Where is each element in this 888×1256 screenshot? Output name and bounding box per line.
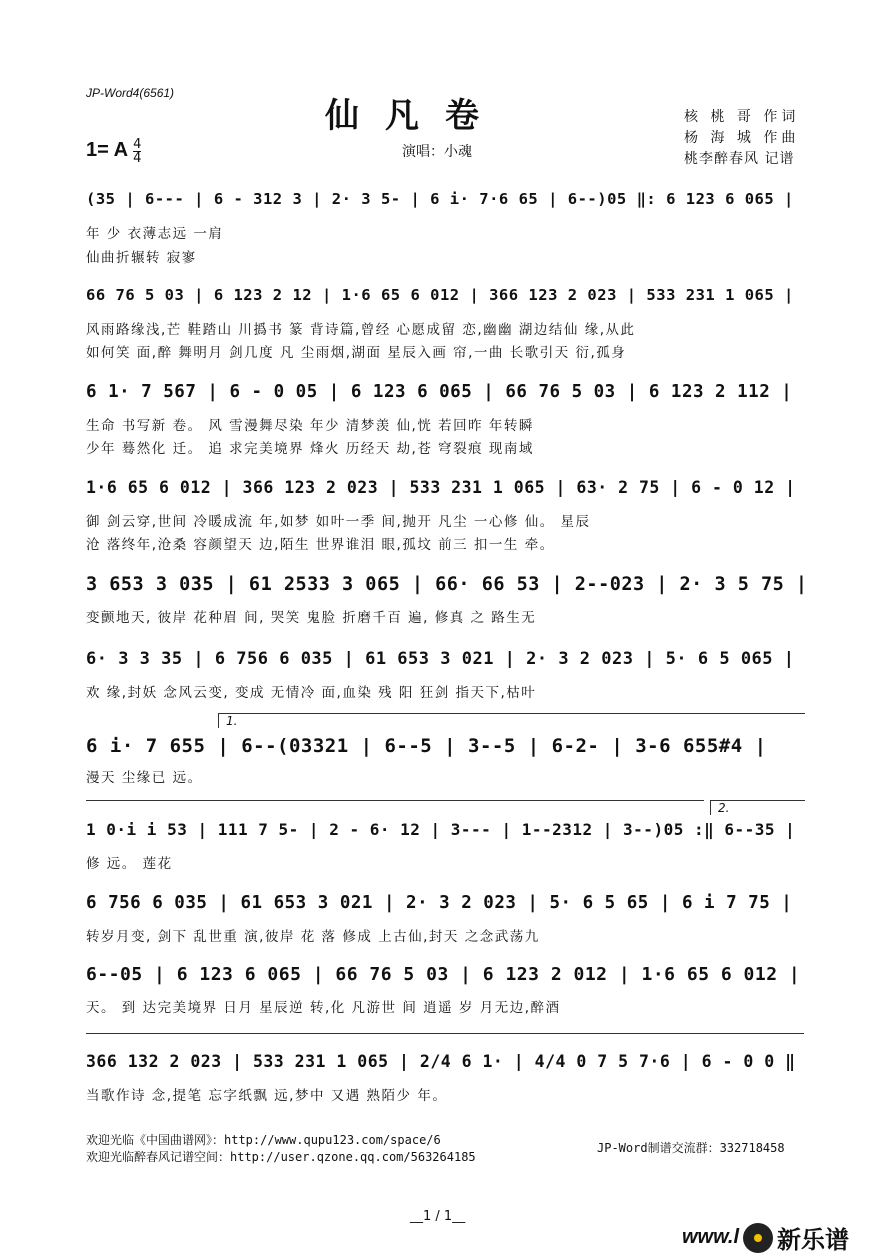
volta-1-continuation [86, 800, 704, 802]
notation-line-11: 366 132 2 023 | 533 231 1 065 | 2/4 6 1· | 4/4 0 7 5 7·6 | 6 - 0 0 ‖ [86, 1052, 796, 1071]
notation-line-5: 3 653 3 035 | 61 2533 3 065 | 66· 66 53 | 2--023 | 2· 3 5 75 | [86, 574, 808, 595]
lyric-line-7a: 漫天 尘缘已 远。 [86, 770, 203, 786]
lyric-line-2a: 风雨路缘浅,芒 鞋踏山 川撝书 篆 背诗篇,曾经 心愿成留 恋,幽幽 湖边结仙 缘,从此 [86, 322, 636, 338]
key-signature [86, 138, 141, 165]
lyric-line-10a: 天。 到 达完美境界 日月 星辰逆 转,化 凡游世 间 逍遥 岁 月无边,醉酒 [86, 1000, 561, 1016]
watermark-brand: 新乐谱 [777, 1226, 850, 1254]
page-number: __1 / 1__ [410, 1209, 466, 1224]
lyric-line-11a: 当歌作诗 念,提笔 忘字纸飘 远,梦中 又遇 熟陌少 年。 [86, 1088, 448, 1104]
notation-line-3: 6 1· 7 567 | 6 - 0 05 | 6 123 6 065 | 66 76 5 03 | 6 123 2 112 | [86, 382, 793, 402]
coda-bracket [86, 1033, 804, 1035]
lyric-line-5a: 变颤地天, 彼岸 花种眉 间, 哭笑 鬼脸 折磨千百 遍, 修真 之 路生无 [86, 610, 537, 626]
notation-line-4: 1·6 65 6 012 | 366 123 2 023 | 533 231 1 065 | 63· 2 75 | 6 - 0 12 | [86, 478, 796, 497]
time-numerator: 4 [133, 137, 142, 152]
volta-1-bracket [218, 713, 805, 728]
singer-credit: 演唱：小魂 [402, 144, 472, 160]
watermark-url: www.l [682, 1226, 740, 1248]
footer-link-2[interactable]: 欢迎光临醉春风记谱空间：http://user.qzone.qq.com/563264185 [86, 1150, 476, 1164]
notation-line-9: 6 756 6 035 | 61 653 3 021 | 2· 3 2 023 | 5· 6 5 65 | 6 i 7 75 | [86, 893, 793, 913]
composer-credit: 杨 海 城 作曲 [684, 130, 800, 146]
record-disc-icon [743, 1223, 773, 1253]
transcriber-credit: 桃李醉春风 记谱 [684, 151, 795, 167]
lyric-line-6a: 欢 缘,封妖 念风云变, 变成 无情冷 面,血染 残 阳 狂剑 指天下,枯叶 [86, 685, 537, 701]
footer-link-1[interactable]: 欢迎光临《中国曲谱网》：http://www.qupu123.com/space/6 [86, 1133, 441, 1147]
notation-line-1: (35 | 6--- | 6 - 312 3 | 2· 3 5- | 6 i· 7·6 65 | 6--)05 ‖: 6 123 6 065 | [86, 190, 794, 208]
lyric-line-1a: 年 少 衣薄志远 一肩 [86, 226, 224, 242]
lyric-line-8a: 修 远。 莲花 [86, 856, 173, 872]
lyric-line-9a: 转岁月变, 剑下 乱世重 演,彼岸 花 落 修成 上古仙,封天 之念武荡九 [86, 929, 540, 945]
lyric-line-3b: 少年 蓦然化 迁。 追 求完美境界 烽火 历经天 劫,苍 穹裂痕 现南域 [86, 441, 534, 457]
song-title: 仙凡卷 [325, 96, 505, 136]
key-label: 1= A [86, 139, 129, 161]
notation-line-10: 6--05 | 6 123 6 065 | 66 76 5 03 | 6 123 2 012 | 1·6 65 6 012 | [86, 964, 801, 985]
lyric-line-1b: 仙曲折辗转 寂寥 [86, 250, 197, 266]
notation-line-6: 6· 3 3 35 | 6 756 6 035 | 61 653 3 021 | 2· 3 2 023 | 5· 6 5 065 | [86, 649, 795, 669]
page-number-value: 1 / 1 [423, 1209, 453, 1224]
volta-1-label: 1. [226, 714, 238, 728]
lyric-line-4b: 沧 落终年,沧桑 容颜望天 边,陌生 世界谁泪 眼,孤坟 前三 扣一生 牵。 [86, 537, 555, 553]
software-label: JP-Word4(6561) [86, 86, 175, 100]
watermark-logo [682, 1220, 849, 1255]
lyric-line-4a: 御 剑云穿,世间 冷暖成流 年,如梦 如叶一季 间,抛开 凡尘 一心修 仙。 星辰 [86, 514, 591, 530]
lyricist-credit: 核 桃 哥 作词 [684, 109, 800, 125]
lyric-line-2b: 如何笑 面,醉 舞明月 剑几度 凡 尘雨烟,湖面 星辰入画 帘,一曲 长歌引天 衍,孤身 [86, 345, 627, 361]
notation-line-8: 1 0·i i 53 | 111 7 5- | 2 - 6· 12 | 3--- | 1--2312 | 3--)05 :‖ 6--35 | [86, 820, 796, 839]
footer-group: JP-Word制谱交流群：332718458 [597, 1141, 785, 1155]
lyric-line-3a: 生命 书写新 卷。 风 雪漫舞尽染 年少 清梦羡 仙,恍 若回昨 年转瞬 [86, 418, 534, 434]
notation-line-7: 6 i· 7 655 | 6--(03321 | 6--5 | 3--5 | 6-2- | 3-6 655#4 | [86, 735, 767, 757]
notation-line-2: 66 76 5 03 | 6 123 2 12 | 1·6 65 6 012 | 366 123 2 023 | 533 231 1 065 | [86, 286, 794, 304]
volta-2-label: 2. [718, 801, 730, 815]
time-signature [133, 138, 141, 165]
time-denominator: 4 [133, 151, 142, 166]
